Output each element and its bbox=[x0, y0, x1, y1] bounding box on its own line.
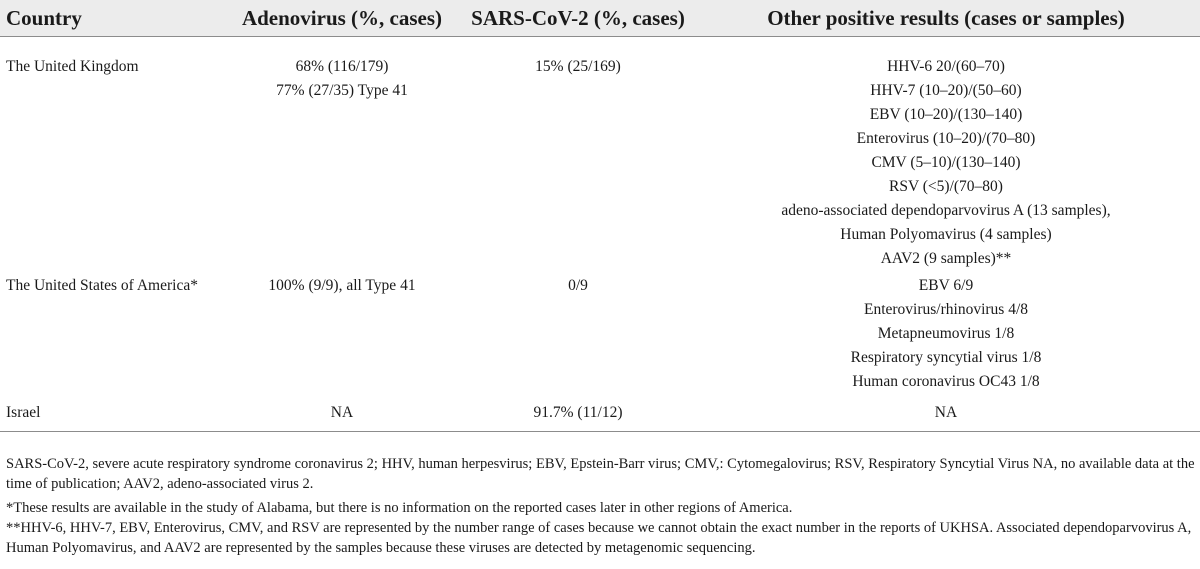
cell-sarscov2: 15% (25/169) bbox=[535, 58, 621, 75]
cell-line: AAV2 (9 samples)** bbox=[880, 250, 1012, 267]
header-adenovirus: Adenovirus (%, cases) bbox=[220, 0, 464, 37]
cell-line: EBV (10–20)/(130–140) bbox=[869, 106, 1023, 123]
cell-line: NA bbox=[330, 404, 354, 421]
cell-adenovirus bbox=[220, 274, 464, 401]
header-other-results: Other positive results (cases or samples) bbox=[692, 0, 1200, 37]
cell-line: RSV (<5)/(70–80) bbox=[889, 178, 1003, 195]
cell-other-results bbox=[692, 401, 1200, 432]
cell-other-results bbox=[692, 274, 1200, 401]
cell-line: 100% (9/9), all Type 41 bbox=[268, 277, 416, 294]
cell-line: HHV-7 (10–20)/(50–60) bbox=[870, 82, 1022, 99]
cell-line: 68% (116/179) bbox=[295, 58, 389, 75]
cell-country: Israel bbox=[0, 401, 220, 432]
table-header-row bbox=[0, 0, 1200, 37]
cell-country: The United States of America* bbox=[6, 277, 198, 294]
header-country: Country bbox=[0, 0, 220, 37]
cell-line: Metapneumovirus 1/8 bbox=[877, 325, 1015, 342]
cell-adenovirus bbox=[220, 37, 464, 275]
cell-line: adeno-associated dependoparvovirus A (13 samples), bbox=[781, 202, 1111, 219]
table-footnotes bbox=[6, 454, 1196, 558]
cell-line: 77% (27/35) Type 41 bbox=[276, 82, 408, 99]
table-row bbox=[0, 401, 1200, 432]
cell-line: Enterovirus (10–20)/(70–80) bbox=[856, 130, 1036, 147]
cell-country: The United Kingdom bbox=[6, 58, 139, 75]
cell-line: HHV-6 20/(60–70) bbox=[887, 58, 1005, 75]
cell-line: Respiratory syncytial virus 1/8 bbox=[850, 349, 1042, 366]
cell-line: Human coronavirus OC43 1/8 bbox=[852, 373, 1040, 390]
footnote-double-star: **HHV-6, HHV-7, EBV, Enterovirus, CMV, and RSV are represented by the number range of cases because we cannot obtain the exact number in the reports of UKHSA. Associated dependoparvovirus A, Human Polyomavirus, and AAV2 are represented by the samples because these viruses are detected by metagenomic sequencing. bbox=[6, 520, 1192, 556]
footnote-abbreviations: SARS-CoV-2, severe acute respiratory syndrome coronavirus 2; HHV, human herpesvirus; EBV, Epstein-Barr virus; CMV,: Cytomegalovirus; RSV, Respiratory Syncytial Virus NA, no available data at the time of publication; AAV2, adeno-associated virus 2. bbox=[6, 456, 1195, 492]
cell-sarscov2: 0/9 bbox=[568, 277, 588, 294]
cell-sarscov2: 91.7% (11/12) bbox=[464, 401, 692, 432]
table-row bbox=[0, 274, 1200, 401]
footnote-single-star: *These results are available in the study of Alabama, but there is no information on the reported cases later in other regions of America. bbox=[6, 500, 793, 516]
cell-line: Human Polyomavirus (4 samples) bbox=[840, 226, 1052, 243]
cell-line: NA bbox=[934, 404, 958, 421]
cell-line: Enterovirus/rhinovirus 4/8 bbox=[863, 301, 1029, 318]
cell-adenovirus bbox=[220, 401, 464, 432]
header-sarscov2: SARS-CoV-2 (%, cases) bbox=[464, 0, 692, 37]
table-row bbox=[0, 37, 1200, 275]
cell-line: EBV 6/9 bbox=[918, 277, 974, 294]
cell-other-results bbox=[692, 37, 1200, 275]
cell-line: CMV (5–10)/(130–140) bbox=[871, 154, 1021, 171]
